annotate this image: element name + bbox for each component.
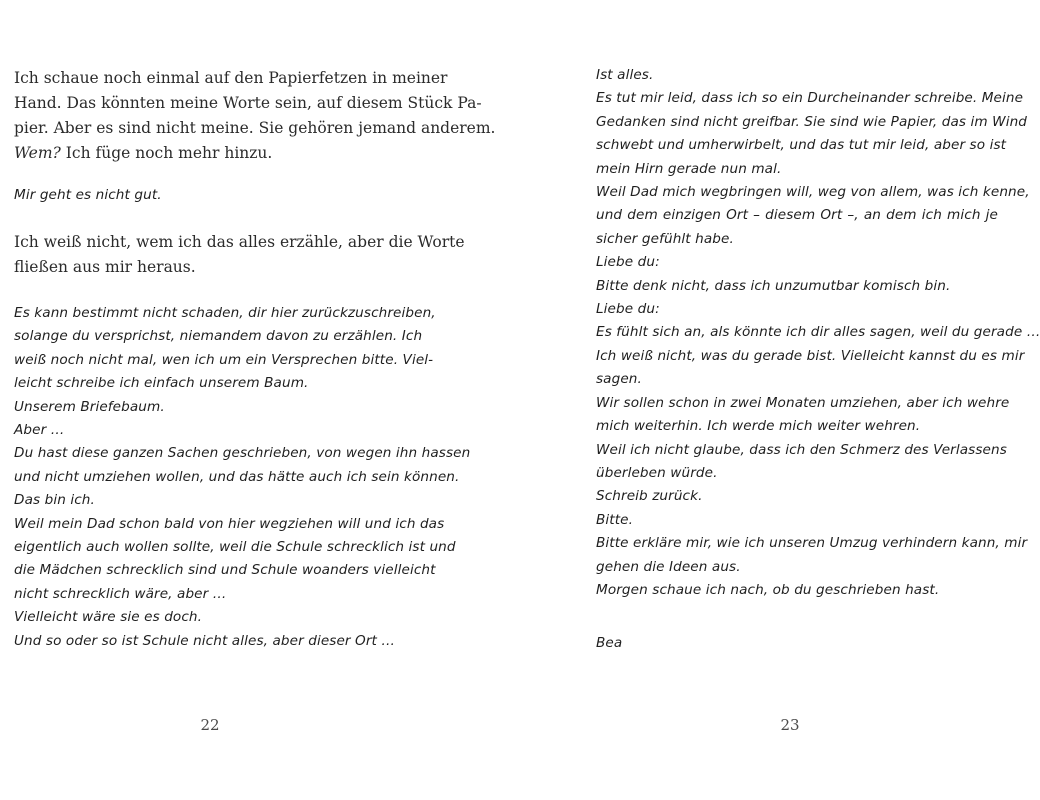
text-line: Mir geht es nicht gut. xyxy=(14,187,162,203)
text-line: leicht schreibe ich einfach unserem Baum. xyxy=(14,375,309,392)
text-line: und dem einzigen Ort – diesem Ort –, an dem ich mich je xyxy=(596,207,998,224)
text-line: Es kann bestimmt nicht schaden, dir hier zurückzuschreiben, xyxy=(14,305,436,321)
text-line: Unserem Briefebaum. xyxy=(14,398,165,415)
text-line: sagen. xyxy=(596,371,642,388)
text-line: solange du versprichst, niemandem davon zu erzählen. Ich xyxy=(14,328,423,345)
text-line: Vielleicht wäre sie es doch. xyxy=(14,609,203,626)
text-line: nicht schrecklich wäre, aber … xyxy=(14,585,227,602)
text-line: Hand. Das könnten meine Worte sein, auf diesem Stück Pa- xyxy=(14,94,482,112)
text-line: gehen die Ideen aus. xyxy=(596,558,741,575)
text-line: Weil mein Dad schon bald von hier wegziehen will und ich das xyxy=(14,515,445,532)
text-line: Ich weiß nicht, was du gerade bist. Vielleicht kannst du es mir xyxy=(596,347,1025,364)
text-line: Ich schaue noch einmal auf den Papierfetzen in meiner xyxy=(14,69,448,87)
handwritten-note-1 xyxy=(14,184,420,207)
text-line: Es tut mir leid, dass ich so ein Durcheinander schreibe. Meine xyxy=(596,90,1024,107)
left-page xyxy=(0,0,500,800)
text-fragment: Ich füge noch mehr hinzu. xyxy=(60,144,273,162)
text-line: weiß noch nicht mal, wen ich um ein Versprechen bitte. Viel- xyxy=(14,351,434,368)
text-line: Und so oder so ist Schule nicht alles, aber dieser Ort … xyxy=(14,632,396,649)
signature-text: Bea xyxy=(596,635,623,651)
text-line: Liebe du: xyxy=(596,301,660,318)
text-line: Ist alles. xyxy=(596,67,654,83)
text-line xyxy=(14,141,420,166)
page-number-left: 22 xyxy=(200,716,220,734)
text-line: Gedanken sind nicht greifbar. Sie sind wie Papier, das im Wind xyxy=(596,113,1028,130)
text-line: Weil Dad mich wegbringen will, weg von allem, was ich kenne, xyxy=(596,184,1030,201)
emphasis-text: Wem? xyxy=(14,144,61,162)
text-line: die Mädchen schrecklich sind und Schule woanders vielleicht xyxy=(14,562,436,579)
text-line: Es fühlt sich an, als könnte ich dir alles sagen, weil du gerade … xyxy=(596,324,1040,341)
text-line: Bitte erkläre mir, wie ich unseren Umzug verhindern kann, mir xyxy=(596,535,1028,552)
text-line: Liebe du: xyxy=(596,254,660,271)
text-line: Ich weiß nicht, wem ich das alles erzähle, aber die Worte xyxy=(14,233,465,251)
text-line: Du hast diese ganzen Sachen geschrieben, von wegen ihn hassen xyxy=(14,445,471,462)
handwritten-letter-right xyxy=(596,64,1040,602)
text-line: Morgen schaue ich nach, ob du geschrieben hast. xyxy=(596,581,940,598)
text-line: Weil ich nicht glaube, dass ich den Schmerz des Verlassens xyxy=(596,441,1007,458)
text-line: Das bin ich. xyxy=(14,492,95,509)
narration-paragraph-1 xyxy=(14,66,496,166)
handwritten-letter-left xyxy=(14,302,471,653)
text-line: eigentlich auch wollen sollte, weil die Schule schrecklich ist und xyxy=(14,539,456,556)
text-line: Wir sollen schon in zwei Monaten umziehen, aber ich wehre xyxy=(596,394,1010,411)
text-line: Aber … xyxy=(14,422,65,439)
text-line: Bitte denk nicht, dass ich unzumutbar komisch bin. xyxy=(596,277,951,294)
text-line: Schreib zurück. xyxy=(596,488,703,505)
text-line: mein Hirn gerade nun mal. xyxy=(596,160,782,177)
page-number-right: 23 xyxy=(780,716,800,734)
text-line: überleben würde. xyxy=(596,464,718,481)
narration-paragraph-2 xyxy=(14,230,465,280)
right-page xyxy=(500,0,1040,800)
text-line: mich weiterhin. Ich werde mich weiter wehren. xyxy=(596,418,921,435)
text-line: schwebt und umherwirbelt, und das tut mir leid, aber so ist xyxy=(596,137,1007,154)
text-line: Bitte. xyxy=(596,511,634,528)
text-line: pier. Aber es sind nicht meine. Sie gehören jemand anderem. xyxy=(14,119,496,137)
letter-signature xyxy=(596,632,796,655)
text-line: sicher gefühlt habe. xyxy=(596,230,734,247)
text-line: und nicht umziehen wollen, und das hätte auch ich sein können. xyxy=(14,468,460,485)
text-line: fließen aus mir heraus. xyxy=(14,258,196,276)
